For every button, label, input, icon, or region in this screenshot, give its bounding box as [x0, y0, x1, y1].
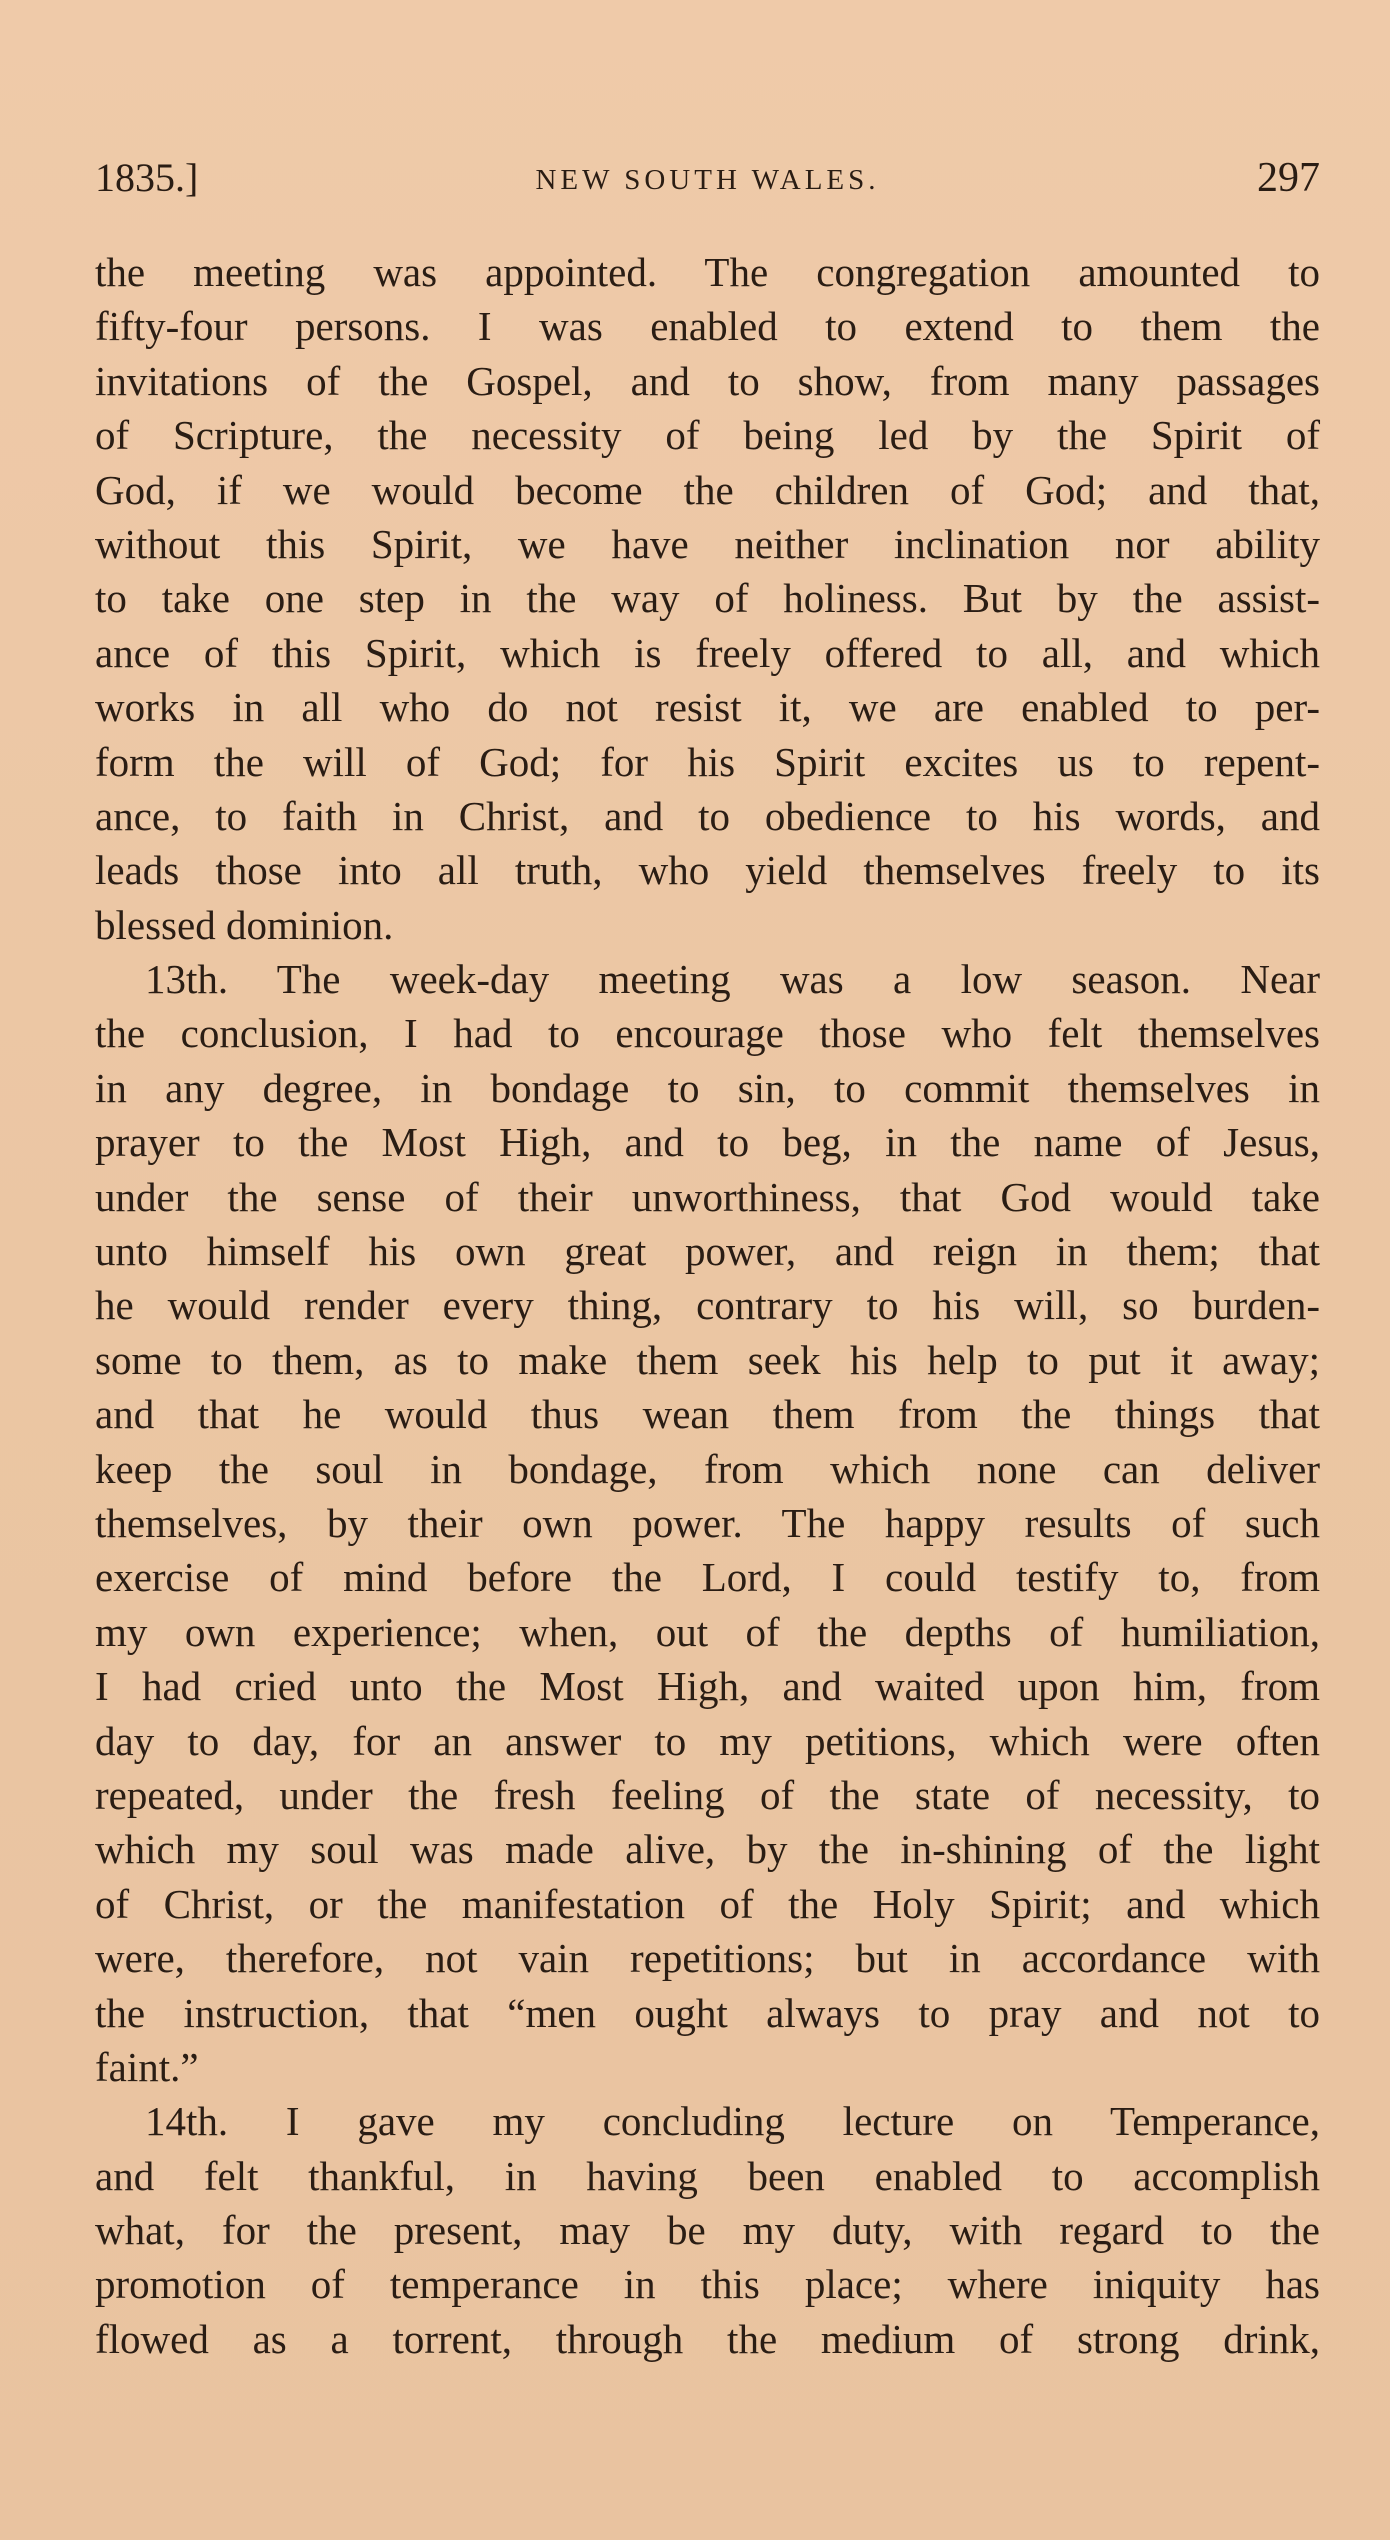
text-line: and that he would thus wean them from the things that [95, 1391, 1320, 1438]
text-line: fifty-four persons. I was enabled to extend to them the [95, 303, 1320, 350]
text-line: without this Spirit, we have neither inclination nor ability [95, 520, 1320, 567]
text-line: form the will of God; for his Spirit excites us to repent- [95, 738, 1320, 785]
text-line: the conclusion, I had to encourage those who felt themselves [95, 1010, 1320, 1057]
text-line: my own experience; when, out of the depths of humiliation, [95, 1608, 1320, 1655]
text-line: which my soul was made alive, by the in-shining of the light [95, 1826, 1320, 1873]
text-line: promotion of temperance in this place; where iniquity has [95, 2261, 1320, 2308]
page-number: 297 [1257, 155, 1320, 201]
text-line: of Christ, or the manifestation of the Holy Spirit; and which [95, 1880, 1320, 1927]
text-line: flowed as a torrent, through the medium of strong drink, [95, 2315, 1320, 2362]
text-line: keep the soul in bondage, from which none can deliver [95, 1445, 1320, 1492]
text-line: ance of this Spirit, which is freely offered to all, and which [95, 629, 1320, 676]
text-line: God, if we would become the children of God; and that, [95, 466, 1320, 513]
text-line: ance, to faith in Christ, and to obedience to his words, and [95, 792, 1320, 839]
paragraph [95, 245, 1320, 952]
running-head [95, 148, 1320, 208]
text-line: prayer to the Most High, and to beg, in the name of Jesus, [95, 1119, 1320, 1166]
text-line: of Scripture, the necessity of being led by the Spirit of [95, 412, 1320, 459]
text-line: faint.” [95, 2043, 199, 2090]
text-line: day to day, for an answer to my petitions, which were often [95, 1717, 1320, 1764]
text-line: blessed dominion. [95, 901, 394, 948]
text-line: 13th. The week-day meeting was a low season. Near [145, 956, 1320, 1003]
text-line: to take one step in the way of holiness. But by the assist- [95, 575, 1320, 622]
text-line: and felt thankful, in having been enabled to accomplish [95, 2152, 1320, 2199]
text-line: invitations of the Gospel, and to show, from many passages [95, 357, 1320, 404]
body-text [95, 245, 1320, 2366]
text-line: 14th. I gave my concluding lecture on Temperance, [145, 2098, 1320, 2145]
text-line: some to them, as to make them seek his help to put it away; [95, 1336, 1320, 1383]
header-title: NEW SOUTH WALES. [535, 164, 880, 196]
text-line: repeated, under the fresh feeling of the state of necessity, to [95, 1771, 1320, 1818]
text-line: I had cried unto the Most High, and waited upon him, from [95, 1663, 1320, 1710]
text-line: in any degree, in bondage to sin, to commit themselves in [95, 1064, 1320, 1111]
text-line: what, for the present, may be my duty, with regard to the [95, 2207, 1320, 2254]
header-year: 1835.] [95, 155, 199, 200]
text-line: under the sense of their unworthiness, that God would take [95, 1173, 1320, 1220]
text-line: themselves, by their own power. The happy results of such [95, 1499, 1320, 1546]
text-line: the instruction, that “men ought always to pray and not to [95, 1989, 1320, 2036]
text-line: leads those into all truth, who yield themselves freely to its [95, 847, 1320, 894]
text-line: works in all who do not resist it, we are enabled to per- [95, 684, 1320, 731]
text-line: were, therefore, not vain repetitions; but in accordance with [95, 1935, 1320, 1982]
paragraph [95, 2094, 1320, 2366]
text-line: the meeting was appointed. The congregation amounted to [95, 249, 1320, 295]
paragraph [95, 952, 1320, 2094]
text-line: unto himself his own great power, and reign in them; that [95, 1228, 1320, 1275]
text-line: exercise of mind before the Lord, I could testify to, from [95, 1554, 1320, 1601]
text-line: he would render every thing, contrary to his will, so burden- [95, 1282, 1320, 1329]
